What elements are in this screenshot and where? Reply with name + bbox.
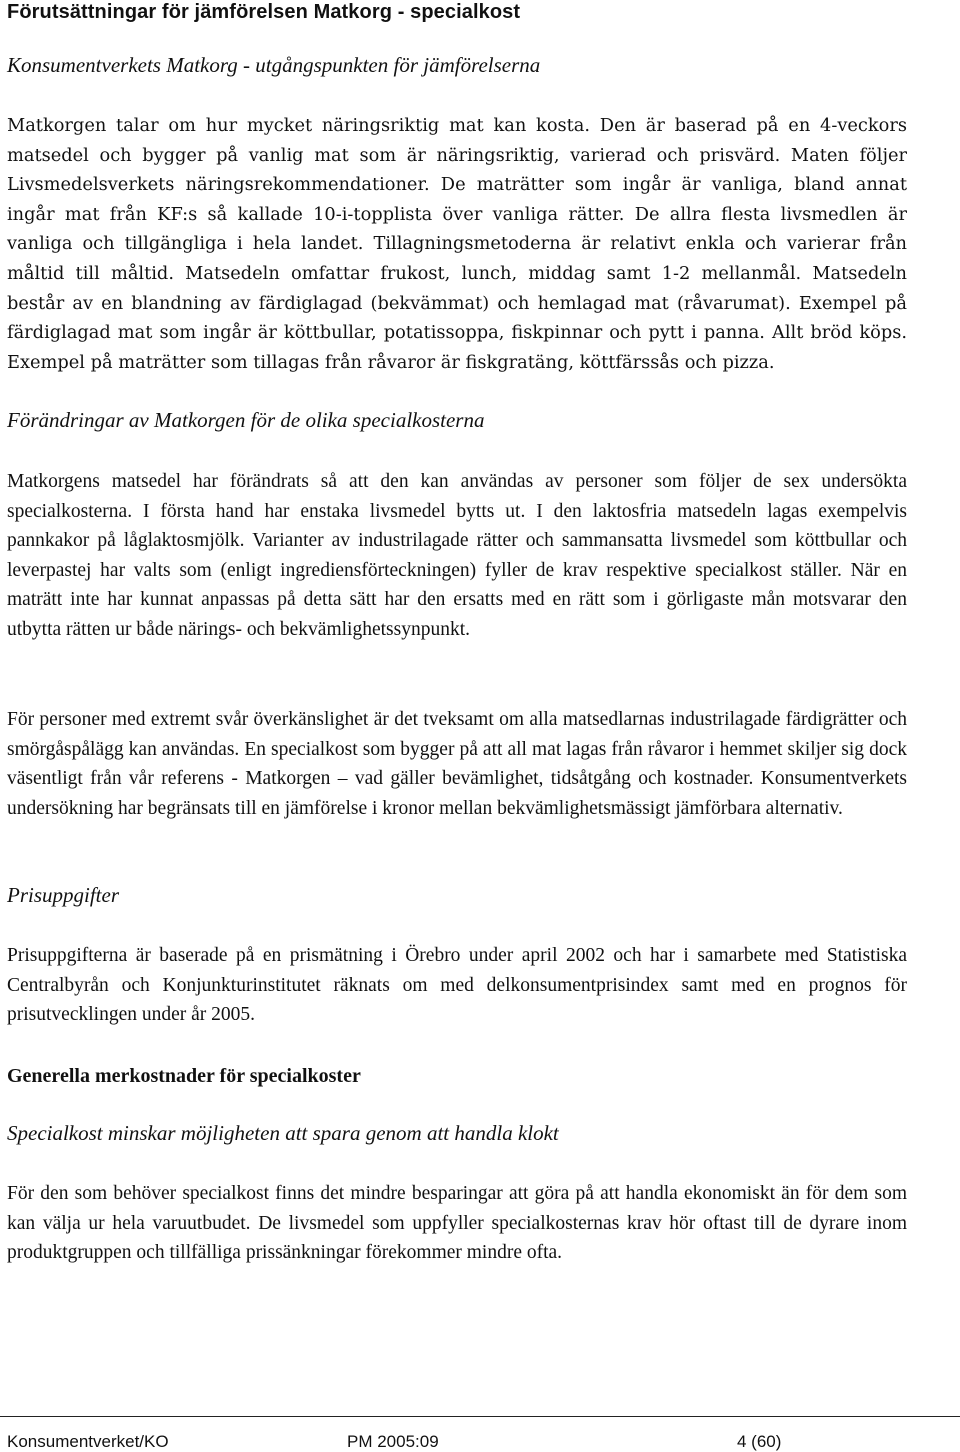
heading-generella-merkostnader: Generella merkostnader för specialkoster	[7, 1065, 361, 1087]
footer-publisher: Konsumentverket/KO	[7, 1432, 169, 1451]
footer-page-number: 4 (60)	[737, 1432, 782, 1451]
paragraph-forandringar-1: Matkorgens matsedel har förändrats så att den kan användas av personer som följer de sex undersökta specialkosterna. I första hand har enstaka livsmedel bytts ut. I den laktosfria matsedeln lagas exempelvis pannkakor på låglaktosmjölk. Varianter av industrilagade rätter och sammansatta livsmedel som köttbullar och leverpastej har valts som (enligt ingrediensförteckningen) fyller de krav respektive specialkost ställer. När en maträtt inte har kunnat anpassas på detta sätt har den ersatts med en rätt som i görligaste mån motsvarar den utbytta rätten ur både närings- och bekvämlighetssynpunkt.	[7, 471, 907, 640]
paragraph-specialkost: För den som behöver specialkost finns det mindre besparingar att göra på att handla ekonomiskt än för dem som kan välja ur hela varuutbudet. De livsmedel som uppfyller specialkosternas krav hör oftast till de dyrare inom produktgruppen och tillfälliga prissänkningar förekommer mindre ofta.	[7, 1183, 907, 1264]
paragraph-forandringar-2: För personer med extremt svår överkänslighet är det tveksamt om alla matsedlarnas industrilagade färdigrätter och smörgåspålägg kan användas. En specialkost som bygger på att all mat lagas från råvaror i hemmet skiljer sig dock väsentligt från vår referens - Matkorgen – vad gäller bevämlighet, tidsåtgång och kostnader. Konsumentverkets undersökning har begränsats till en jämförelse i kronor mellan bekvämlighetsmässigt jämförbara alternativ.	[7, 709, 907, 819]
paragraph-prisuppgifter: Prisuppgifterna är baserade på en prismätning i Örebro under april 2002 och har i samarbete med Statistiska Centralbyrån och Konjunkturinstitutet räknats om med delkonsumentprisindex samt med en prognos för prisutvecklingen under år 2005.	[7, 945, 907, 1026]
section-heading-prisuppgifter: Prisuppgifter	[7, 883, 120, 907]
subsection-heading: Specialkost minskar möjligheten att spara genom att handla klokt	[7, 1121, 559, 1145]
section-heading-forandringar: Förändringar av Matkorgen för de olika specialkosterna	[7, 408, 485, 432]
page-title: Förutsättningar för jämförelsen Matkorg - specialkost	[7, 1, 521, 23]
footer-document-id: PM 2005:09	[347, 1432, 439, 1451]
page-footer	[0, 1416, 960, 1452]
section-heading-matkorg: Konsumentverkets Matkorg - utgångspunkten för jämförelserna	[7, 53, 541, 77]
paragraph-matkorg: Matkorgen talar om hur mycket näringsriktig mat kan kosta. Den är baserad på en 4-veckors matsedel och bygger på vanlig mat som är näringsriktig, varierad och prisvärd. Maten följer Livsmedelsverkets näringsrekommendationer. De maträtter som ingår är vanliga, bland annat ingår mat från KF:s så kallade 10-i-topplista över vanliga rätter. De allra flesta livsmedlen är vanliga och tillgängliga i hela landet. Tillagningsmetoderna är relativt enkla och varierar från måltid till måltid. Matsedeln omfattar frukost, lunch, middag samt 1-2 mellanmål. Matsedeln består av en blandning av färdiglagad (bekvämmat) och hemlagad mat (råvarumat). Exempel på färdiglagad mat som ingår är köttbullar, potatissoppa, fiskpinnar och pytt i panna. Allt bröd köps. Exempel på maträtter som tillagas från råvaror är fiskgratäng, köttfärssås och pizza.	[7, 115, 907, 373]
